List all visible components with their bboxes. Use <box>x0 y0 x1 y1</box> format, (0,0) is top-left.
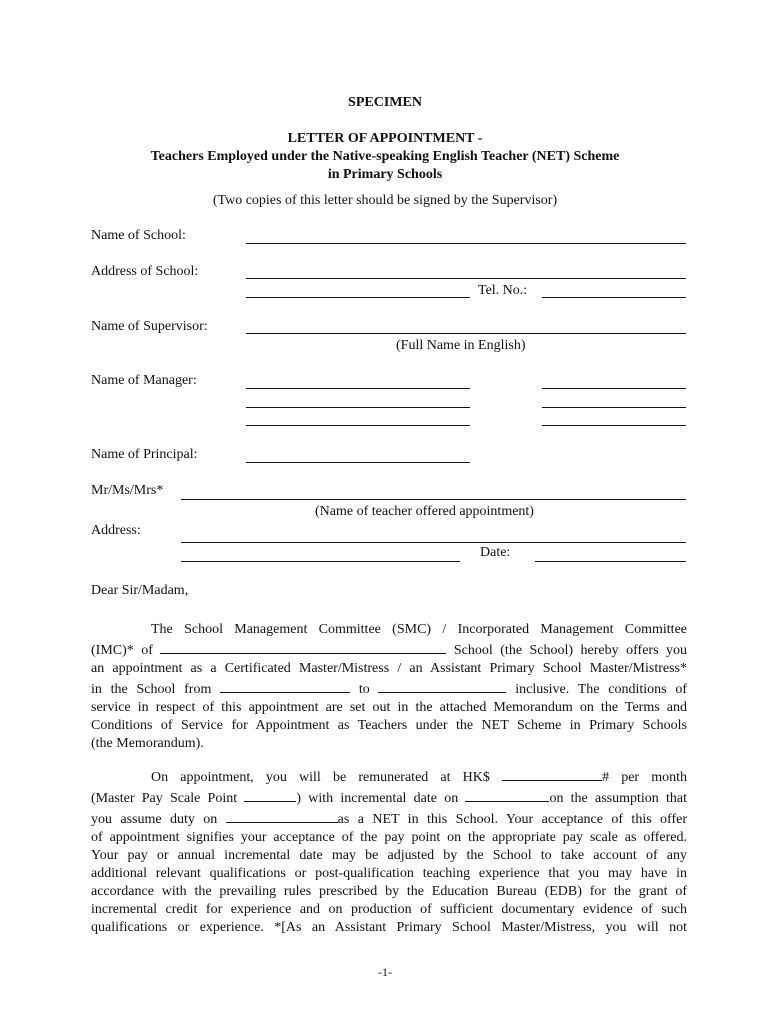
para1-line-4c: inclusive. The conditions of <box>515 682 688 697</box>
para1-line-4b: to <box>358 682 370 697</box>
manager-line-3[interactable] <box>246 425 470 426</box>
para2-line-5: Your pay or annual incremental date may be adjusted by the School to take account of any <box>91 848 687 863</box>
date-label: Date: <box>480 545 511 560</box>
para2-line-1a: On appointment, you will be remunerated at HK$ <box>151 770 490 785</box>
letter-subtitle: Teachers Employed under the Native-speaking English Teacher (NET) Scheme <box>150 149 620 164</box>
manager-line-2[interactable] <box>246 407 470 408</box>
address-line-2[interactable] <box>181 561 460 562</box>
tel-label: Tel. No.: <box>478 283 528 298</box>
teacher-hint: (Name of teacher offered appointment) <box>315 504 534 519</box>
manager-label: Name of Manager: <box>91 373 197 388</box>
duty-date-blank[interactable] <box>226 808 338 823</box>
supervisor-hint: (Full Name in English) <box>396 338 526 353</box>
principal-label: Name of Principal: <box>91 447 198 462</box>
page-number: -1- <box>378 965 392 979</box>
incremental-date-blank[interactable] <box>465 787 549 802</box>
school-name-line[interactable] <box>246 243 686 244</box>
date-line[interactable] <box>535 561 686 562</box>
para2-line-9: qualifications or experience. *[As an Assistant Primary School Master/Mistress, you will not <box>91 920 687 935</box>
para2-line-3a: you assume duty on <box>91 812 218 827</box>
para1-line-2b: School (the School) hereby offers you <box>453 643 687 658</box>
school-blank[interactable] <box>160 639 446 654</box>
supervisor-line[interactable] <box>246 333 686 334</box>
address-label: Address: <box>91 523 141 538</box>
manager-line-5[interactable] <box>542 407 686 408</box>
para1-line-5: service in respect of this appointment are set out in the attached Memorandum on the Terms and <box>91 700 687 715</box>
para1-line-6: Conditions of Service for Appointment as Teachers under the NET Scheme in Primary Schools <box>91 718 687 733</box>
teacher-line[interactable] <box>181 499 686 500</box>
para2-line-1b: # per month <box>602 770 688 785</box>
supervisor-label: Name of Supervisor: <box>91 319 208 334</box>
paragraph-remuneration <box>91 766 687 937</box>
para2-line-6: additional relevant qualifications or post-qualification teaching experience that you may have in <box>91 866 687 881</box>
teacher-label: Mr/Ms/Mrs* <box>91 483 164 498</box>
para1-line-7: (the Memorandum). <box>91 736 204 751</box>
para1-line-1: The School Management Committee (SMC) / Incorporated Management Committee <box>151 622 687 637</box>
tel-line[interactable] <box>542 297 686 298</box>
para1-line-4a: in the School from <box>91 682 212 697</box>
specimen-heading: SPECIMEN <box>348 95 422 110</box>
from-date-blank[interactable] <box>220 678 350 693</box>
manager-line-6[interactable] <box>542 425 686 426</box>
school-name-label: Name of School: <box>91 228 186 243</box>
para2-line-8: incremental credit for experience and on production of sufficient documentary evidence of such <box>91 902 687 917</box>
letter-title: LETTER OF APPOINTMENT - <box>287 131 483 146</box>
para1-line-2a: (IMC)* of <box>91 643 153 658</box>
principal-line[interactable] <box>246 462 470 463</box>
para1-line-3: an appointment as a Certificated Master/Mistress / an Assistant Primary School Master/Mistress* <box>91 661 687 676</box>
letter-subtitle-2: in Primary Schools <box>327 167 443 182</box>
signing-note: (Two copies of this letter should be signed by the Supervisor) <box>212 193 558 208</box>
para2-line-7: accordance with the prevailing rules prescribed by the Education Bureau (EDB) for the grant of <box>91 884 687 899</box>
para2-line-2a: (Master Pay Scale Point <box>91 791 238 806</box>
para2-line-4: of appointment signifies your acceptance of the pay point on the appropriate pay scale as offered. <box>91 830 687 845</box>
pay-point-blank[interactable] <box>244 787 296 802</box>
school-address-line-2[interactable] <box>246 297 470 298</box>
manager-line-4[interactable] <box>542 388 686 389</box>
school-address-label: Address of School: <box>91 264 199 279</box>
para2-line-2b: ) with incremental date on <box>296 791 459 806</box>
salary-blank[interactable] <box>502 766 602 781</box>
para2-line-3b: as a NET in this School. Your acceptance of this offer <box>337 812 687 827</box>
paragraph-offer <box>91 621 687 753</box>
to-date-blank[interactable] <box>378 678 506 693</box>
school-address-line-1[interactable] <box>246 278 686 279</box>
manager-line-1[interactable] <box>246 388 470 389</box>
address-line-1[interactable] <box>181 542 686 543</box>
salutation: Dear Sir/Madam, <box>91 583 189 598</box>
para2-line-2c: on the assumption that <box>549 791 687 806</box>
